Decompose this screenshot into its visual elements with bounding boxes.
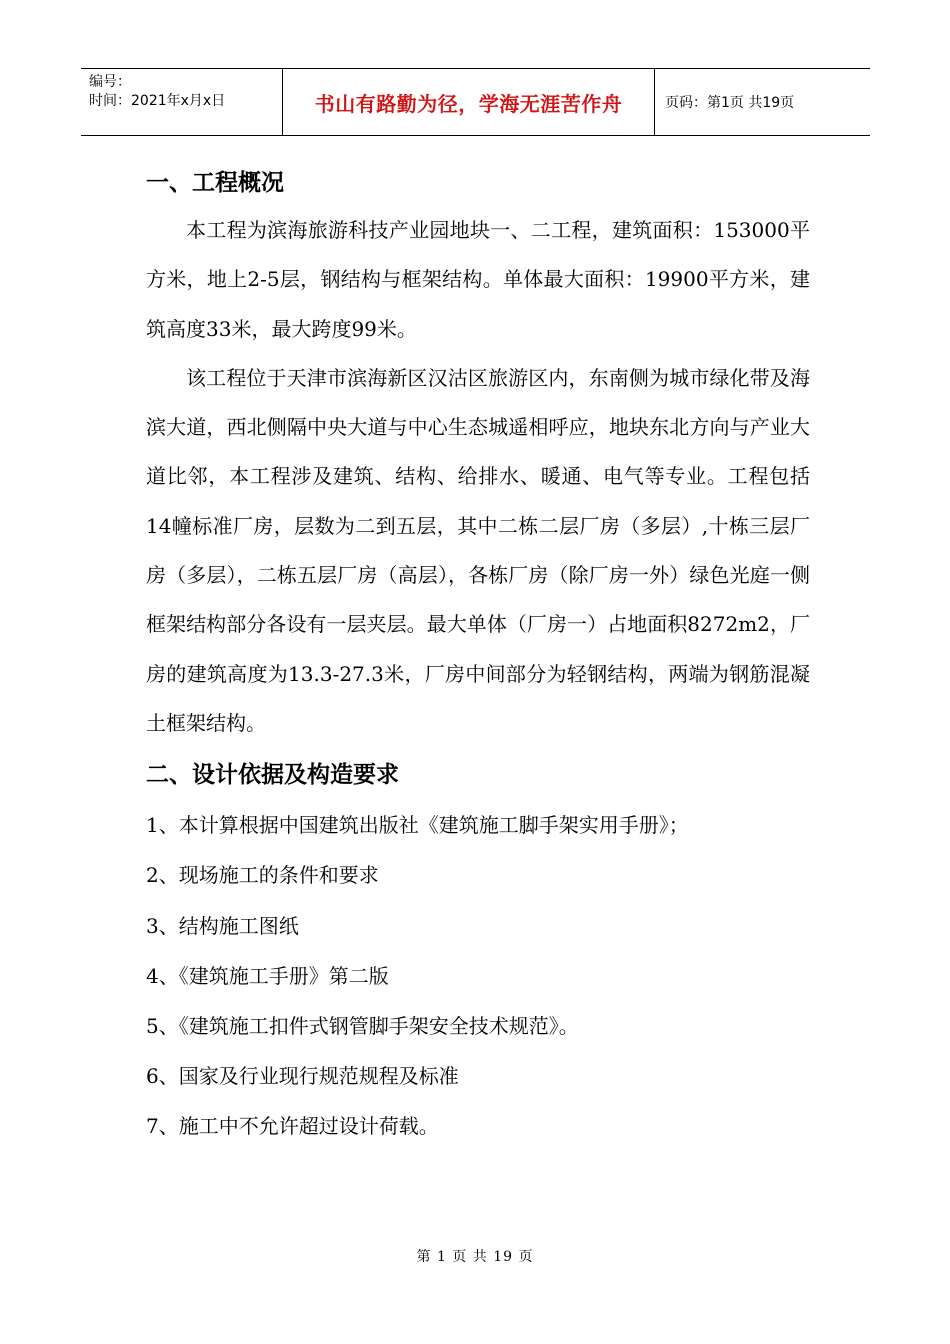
- overview-paragraph: 本工程为滨海旅游科技产业园地块一、二工程，建筑面积：153000平方米，地上2-5层，钢结构与框架结构。单体最大面积：19900平方米，建筑高度33米，最大跨度99米。: [146, 218, 810, 341]
- section-title-overview: 一、工程概况: [146, 170, 284, 196]
- page-header: [81, 68, 870, 136]
- header-meta-cell: [81, 69, 282, 135]
- list-item: 7、施工中不允许超过设计荷载。: [146, 1114, 439, 1139]
- list-item: 4、《建筑施工手册》第二版: [146, 963, 389, 988]
- serial-label: 编号：: [89, 74, 131, 90]
- list-item: 1、本计算根据中国建筑出版社《建筑施工脚手架实用手册》；: [146, 813, 689, 838]
- header-motto: 书山有路勤为径，学海无涯苦作舟: [282, 69, 655, 135]
- overview-paragraph: 该工程位于天津市滨海新区汉沽区旅游区内，东南侧为城市绿化带及海滨大道，西北侧隔中央大道与中心生态城遥相呼应，地块东北方向与产业大道比邻，本工程涉及建筑、结构、给排水、暖通、电气等专业。工程包括14幢标准厂房，层数为二到五层，其中二栋二层厂房（多层）,十栋三层厂房（多层），二栋五层厂房（高层），各栋厂房（除厂房一外）绿色光庭一侧框架结构部分各设有一层夹层。最大单体（厂房一）占地面积8272m2，厂房的建筑高度为13.3-27.3米，厂房中间部分为轻钢结构，两端为钢筋混凝土框架结构。: [146, 365, 810, 735]
- section-title-design-basis: 二、设计依据及构造要求: [146, 762, 399, 789]
- document-body: [146, 160, 810, 1152]
- time-label: 时间：2021年x月x日: [89, 93, 226, 109]
- list-item: 3、结构施工图纸: [146, 913, 299, 938]
- list-item: 5、《建筑施工扣件式钢管脚手架安全技术规范》。: [146, 1014, 579, 1039]
- list-item: 6、国家及行业现行规范规程及标准: [146, 1064, 459, 1089]
- list-item: 2、现场施工的条件和要求: [146, 863, 379, 888]
- header-page-info: 页码：第1页 共19页: [665, 95, 795, 111]
- page-footer: 第 1 页 共 19 页: [416, 1249, 534, 1265]
